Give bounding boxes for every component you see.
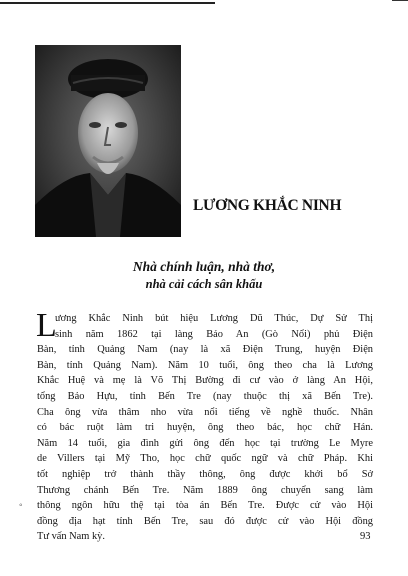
top-edge-rule bbox=[0, 2, 215, 4]
subtitle-line-1: Nhà chính luận, nhà thơ, bbox=[132, 259, 276, 274]
body-line: Năm 14 tuổi, gia đình gửi ông đến học tại trường Le Myre bbox=[37, 437, 373, 449]
body-line: Bàn, tỉnh Quảng Nam). Năm 10 tuổi, ông theo cha là Lương bbox=[37, 359, 373, 371]
body-text bbox=[36, 307, 373, 545]
drop-cap: L bbox=[36, 307, 57, 344]
body-line: sinh năm 1862 tại làng Bảo An (Gò Nổi) phủ Điện bbox=[55, 328, 373, 340]
body-line: đồng địa hạt tỉnh Bến Tre, sau đó được cử vào Hội đồng bbox=[37, 515, 373, 527]
margin-mark: ◦ bbox=[19, 500, 23, 511]
corner-mark bbox=[392, 0, 408, 7]
subtitle-line-2: nhà cải cách sân khấu bbox=[145, 277, 263, 291]
body-line: ương Khắc Ninh bút hiệu Lương Dũ Thúc, Dự Sử Thị bbox=[55, 313, 373, 324]
body-line: Tư vấn Nam kỳ. bbox=[37, 531, 105, 543]
body-line: có bác ruột làm tri huyện, ông theo bác, học chữ Hán. bbox=[37, 422, 373, 434]
body-line: Khắc Huệ và mẹ là Võ Thị Bường đi cư vào ở làng An Hội, bbox=[37, 375, 373, 387]
body-line: thông ngôn hữu thệ tại tòa án Bến Tre. Được cử vào Hội bbox=[37, 500, 373, 512]
biography-heading: LƯƠNG KHẮC NINH bbox=[193, 197, 342, 214]
body-line: Cha ông vừa thâm nho vừa nổi tiếng về nghề thuốc. Nhân bbox=[37, 406, 373, 418]
page-number: 93 bbox=[360, 531, 371, 542]
portrait-photo bbox=[35, 45, 181, 237]
body-line: tốt nghiệp trở thành thầy thông, ông được khởi bổ Sở bbox=[37, 468, 373, 480]
body-line: de Villers tại Mỹ Tho, học chữ quốc ngữ và chữ Pháp. Khi bbox=[37, 453, 373, 465]
body-line: Thương chánh Bến Tre. Năm 1889 ông chuyển sang làm bbox=[37, 484, 373, 496]
body-line: Bàn, tỉnh Quảng Nam (nay là xã Điện Trung, huyện Điện bbox=[37, 344, 373, 356]
body-line: tổng Bảo Hựu, tỉnh Bến Tre (nay thuộc thị xã Bến Tre). bbox=[37, 390, 373, 402]
